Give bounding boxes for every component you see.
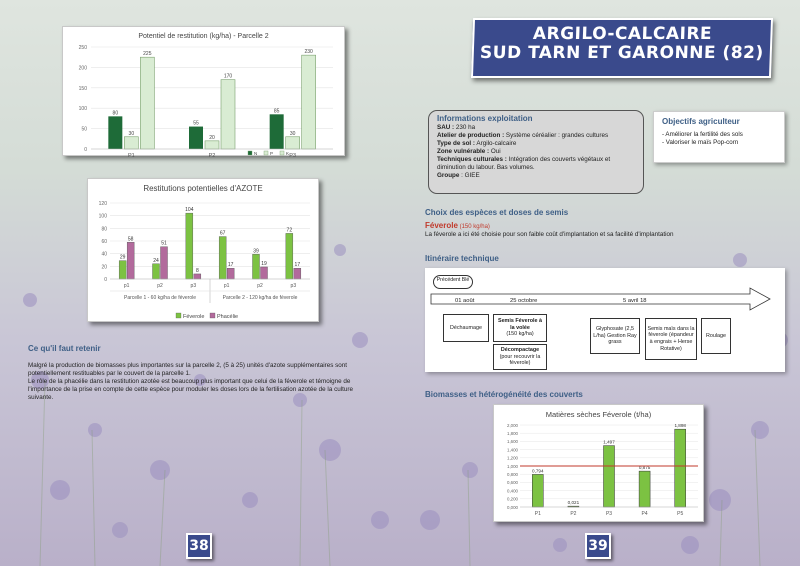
- data-label: 0,875: [638, 465, 651, 471]
- bar-biomass: [604, 446, 615, 507]
- bar-phacelie: [261, 267, 268, 279]
- x-tick-label: p1: [123, 283, 130, 289]
- data-label: 39: [253, 248, 259, 255]
- data-label: 51: [161, 240, 167, 247]
- y-tick-label: 0,800: [507, 472, 518, 477]
- restitution-chart-card: [62, 26, 345, 156]
- data-label: 1,497: [603, 439, 615, 445]
- farm-info-value: Système céréalier : grandes cultures: [504, 132, 609, 139]
- bar-n: [108, 116, 122, 149]
- x-tick-label: p3: [190, 283, 197, 289]
- farm-info-rows: [437, 124, 635, 180]
- farm-info-row: [437, 124, 635, 132]
- farm-info-row: [437, 140, 635, 148]
- y-tick-label: 100: [98, 213, 107, 220]
- species-description: La féverole a ici été choisie pour son faible coût d'implantation et sa facilité d'implantation: [425, 231, 674, 238]
- data-label: 24: [153, 257, 159, 264]
- farm-info-row: [437, 148, 635, 156]
- biomass-title: Biomasses et hétérogénéité des couverts: [425, 390, 583, 399]
- y-tick-label: 1,600: [507, 439, 518, 445]
- banner-line-2: SUD TARN ET GARONNE (82): [479, 43, 765, 63]
- x-tick-label: P2: [208, 153, 216, 157]
- objective-item: - Améliorer la fertilité des sols: [662, 131, 743, 139]
- data-label: 17: [294, 262, 301, 269]
- objective-item: - Valoriser le maïs Pop-corn: [662, 139, 739, 147]
- x-tick-label: P4: [641, 511, 648, 517]
- group-label: Parcelle 1 - 60 kg/ha de féverole: [124, 295, 196, 301]
- y-tick-label: 80: [101, 226, 107, 233]
- farm-info-box: [428, 110, 644, 194]
- data-label: 72: [286, 227, 293, 234]
- legend-label: Féverole: [183, 314, 205, 320]
- data-label: 104: [185, 207, 194, 214]
- farm-info-value: Oui: [489, 148, 501, 155]
- bar-k: [140, 57, 154, 149]
- x-tick-label: P2: [570, 511, 577, 517]
- timeline-date-1: 01 août: [455, 298, 475, 304]
- data-label: 30: [289, 130, 296, 137]
- legend-label: P: [270, 151, 274, 156]
- step-semis-mais: Semis maïs dans la féverole (épandeur à engrais + Herse Rotative): [645, 318, 697, 360]
- timeline-arrow: [425, 284, 785, 314]
- nitrogen-chart: [88, 179, 320, 323]
- farm-info-value: Argilo-calcaire: [475, 140, 517, 147]
- y-tick-label: 1,200: [507, 455, 518, 461]
- y-tick-label: 0,200: [507, 496, 518, 502]
- farm-info-row: [437, 156, 635, 172]
- legend-swatch: [280, 151, 284, 155]
- x-tick-label: P5: [677, 511, 684, 517]
- restitution-chart-title: Potentiel de restitution (kg/ha) - Parcelle 2: [138, 33, 269, 40]
- y-tick-label: 2,000: [507, 422, 518, 428]
- farm-info-label: Atelier de production :: [437, 132, 505, 139]
- bar-feverole: [153, 264, 160, 279]
- step-decompactage-note: (pour recouvrir la féverole): [499, 353, 541, 367]
- y-tick-label: 250: [78, 45, 87, 51]
- legend-swatch: [248, 151, 252, 155]
- legend-swatch: [210, 313, 215, 318]
- objectives-box: [653, 111, 785, 163]
- bar-phacelie: [294, 268, 301, 279]
- timeline-date-3: 5 avril 18: [623, 298, 647, 304]
- step-semis-label: Semis Féverole à la volée: [497, 318, 543, 331]
- data-label: 67: [219, 230, 226, 237]
- retain-section-title: Ce qu'il faut retenir: [28, 344, 101, 353]
- y-tick-label: 0: [104, 277, 107, 283]
- legend-label: N: [254, 151, 258, 156]
- y-tick-label: 1,800: [507, 431, 518, 436]
- bar-biomass: [675, 429, 686, 507]
- farm-info-label: SAU :: [437, 124, 455, 131]
- data-label: 30: [128, 130, 135, 137]
- farm-info-label: Groupe: [437, 172, 460, 179]
- farm-info-value: Intégration des couverts végétaux et diminution du labour. Bas volumes.: [437, 156, 611, 171]
- biomass-chart: [494, 405, 705, 523]
- y-tick-label: 1,000: [507, 463, 518, 469]
- x-tick-label: p2: [157, 283, 163, 289]
- x-tick-label: P1: [127, 153, 135, 157]
- data-label: 20: [209, 134, 215, 141]
- retain-paragraph-2: Le rôle de la phacélie dans la restitution azotée est beaucoup plus important que celui de la féverole et témoigne de l'importance de la prise en compte de cette espèce pour moduler les doses lors de la fertilisation azotée de la culture suivante.: [28, 378, 353, 402]
- retain-paragraph-1: Malgré la production de biomasses plus importantes sur la parcelle 2, (5 à 25) unités d'azote supplémentaires sont potentiellement restituables par le couvert de la parcelle 1.: [28, 362, 348, 378]
- step-dechaumage: Déchaumage: [443, 314, 489, 342]
- bar-feverole: [253, 254, 260, 279]
- y-tick-label: 40: [101, 251, 107, 258]
- x-tick-label: p1: [223, 283, 230, 289]
- species-dose: (150 kg/ha): [457, 224, 490, 230]
- step-decompactage: [493, 344, 547, 370]
- data-label: 19: [261, 260, 267, 267]
- data-label: 85: [273, 108, 280, 115]
- page-number-left: 38: [186, 533, 212, 559]
- data-label: 170: [223, 73, 233, 80]
- farm-info-value: : GIEE: [459, 172, 480, 179]
- bar-feverole: [219, 237, 226, 279]
- species-name: Féverole: [425, 221, 458, 230]
- data-label: 0,794: [532, 468, 544, 474]
- y-tick-label: 150: [78, 85, 87, 92]
- data-label: 230: [304, 49, 313, 56]
- y-tick-label: 0,600: [507, 480, 518, 486]
- y-tick-label: 20: [101, 264, 107, 271]
- x-tick-label: p3: [290, 283, 297, 289]
- bar-k: [302, 55, 316, 149]
- farm-info-row: [437, 132, 635, 140]
- farm-info-label: Zone vulnérable :: [437, 148, 490, 155]
- y-tick-label: 50: [81, 126, 87, 133]
- legend-label: K: [286, 151, 290, 156]
- data-label: 225: [143, 51, 152, 58]
- banner-line-1: ARGILO-CALCAIRE: [532, 24, 713, 44]
- step-roulage: Roulage: [701, 318, 731, 354]
- y-tick-label: 0,400: [507, 488, 518, 494]
- bar-p: [205, 141, 219, 149]
- data-label: 55: [193, 120, 199, 127]
- step-semis-note: (150 kg/ha): [506, 331, 534, 338]
- y-tick-label: 0,000: [507, 504, 518, 510]
- previous-crop-label: Précédent Blé: [433, 275, 473, 289]
- y-tick-label: 120: [98, 201, 107, 207]
- data-label: 17: [227, 262, 234, 269]
- x-tick-label: P1: [534, 511, 541, 517]
- data-label: 29: [119, 254, 126, 261]
- biomass-chart-title: Matières sèches Féverole (t/ha): [545, 410, 652, 419]
- farm-info-label: Techniques culturales :: [437, 156, 507, 163]
- legend-swatch: [176, 313, 181, 318]
- y-tick-label: 100: [78, 106, 87, 113]
- bar-k: [221, 80, 235, 149]
- biomass-chart-card: [493, 404, 704, 522]
- data-label: 1,898: [674, 423, 686, 429]
- data-label: 80: [112, 110, 119, 117]
- legend-label: Phacélie: [217, 314, 239, 320]
- x-tick-label: P3: [605, 511, 613, 517]
- bar-feverole: [119, 261, 126, 279]
- bar-n: [189, 127, 203, 149]
- farm-info-title: Informations exploitation: [437, 114, 533, 123]
- data-label: 0,021: [567, 500, 580, 506]
- species-title: Choix des espèces et doses de semis: [425, 208, 569, 217]
- y-tick-label: 200: [78, 65, 87, 72]
- page-number-right: 39: [585, 533, 611, 559]
- group-label: Parcelle 2 - 120 kg/ha de féverole: [222, 295, 298, 301]
- x-tick-label: P3: [289, 153, 297, 157]
- bar-phacelie: [161, 247, 168, 279]
- y-tick-label: 1,400: [507, 447, 518, 453]
- nitrogen-chart-card: [87, 178, 319, 322]
- farm-info-label: Type de sol :: [437, 140, 476, 147]
- bar-p: [286, 137, 300, 149]
- bar-p: [124, 137, 138, 149]
- legend-swatch: [264, 151, 268, 155]
- bar-biomass: [639, 471, 650, 507]
- farm-info-row: [437, 172, 635, 180]
- bar-phacelie: [227, 268, 234, 279]
- bar-biomass: [532, 474, 543, 507]
- y-tick-label: 0: [84, 147, 87, 153]
- step-semis-feverole: [493, 314, 547, 342]
- species-line: [425, 221, 490, 230]
- data-label: 58: [127, 236, 134, 243]
- bar-feverole: [186, 213, 193, 279]
- itinerary-title: Itinéraire technique: [425, 254, 499, 263]
- step-glyphosate: Glyphosate (2,5 L/ha) Gestion Ray grass: [590, 318, 640, 354]
- step-decompactage-label: Décompactage: [500, 347, 540, 354]
- restitution-chart: [63, 27, 346, 157]
- bar-phacelie: [194, 274, 201, 279]
- farm-info-value: 230 ha: [454, 124, 476, 131]
- x-tick-label: p2: [257, 283, 263, 289]
- y-tick-label: 60: [101, 239, 107, 245]
- timeline-date-2: 25 octobre: [510, 298, 538, 304]
- bar-feverole: [286, 233, 293, 279]
- objectives-title: Objectifs agriculteur: [662, 117, 740, 126]
- region-banner: [471, 18, 773, 78]
- bar-phacelie: [127, 242, 134, 279]
- data-label: 8: [195, 267, 199, 274]
- nitrogen-chart-title: Restitutions potentielles d'AZOTE: [143, 184, 263, 193]
- bar-n: [270, 114, 284, 149]
- itinerary-panel: [425, 268, 785, 372]
